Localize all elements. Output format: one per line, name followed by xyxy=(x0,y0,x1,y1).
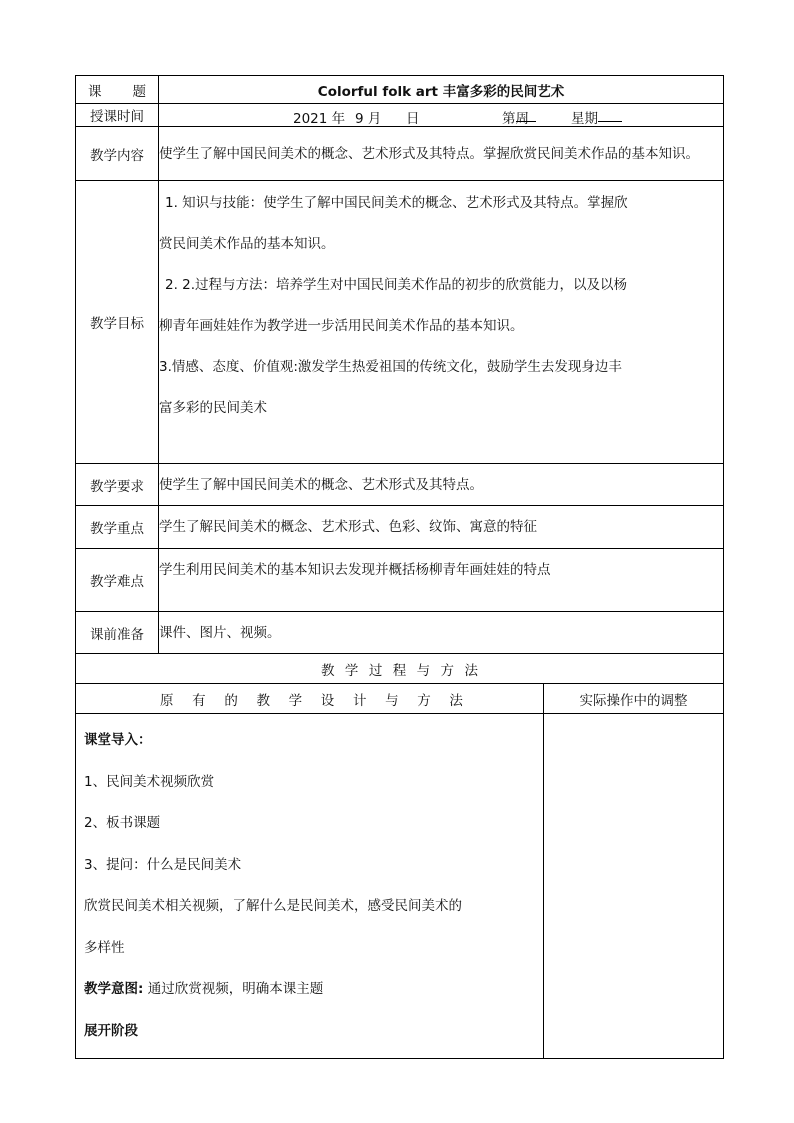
time-week: 第 周 xyxy=(502,107,529,127)
time-row xyxy=(76,104,724,127)
difficulty-row xyxy=(76,549,724,612)
time-day: 日 xyxy=(406,111,420,127)
preparation-label: 课前准备 xyxy=(76,612,159,654)
intro-desc-2: 多样性 xyxy=(84,939,125,956)
content-row xyxy=(76,127,724,181)
key-point-value: 学生了解民间美术的概念、艺术形式、色彩、纹饰、寓意的特征 xyxy=(159,506,724,549)
process-heading-row xyxy=(76,654,724,684)
difficulty-value: 学生利用民间美术的基本知识去发现并概括杨柳青年画娃娃的特点 xyxy=(159,549,724,612)
key-point-label: 教学重点 xyxy=(76,506,159,549)
requirement-value: 使学生了解中国民间美术的概念、艺术形式及其特点。 xyxy=(159,464,724,506)
intro-intent: 教学意图: 通过欣赏视频，明确本课主题 xyxy=(84,981,324,997)
topic-row xyxy=(76,76,724,104)
lesson-plan-table xyxy=(75,75,724,1059)
process-body-row xyxy=(76,714,724,1059)
goal-line-4: 柳青年画娃娃作为教学进一步活用民间美术作品的基本知识。 xyxy=(159,318,524,334)
process-heading: 教 学 过 程 与 方 法 xyxy=(76,654,724,684)
goal-line-5: 3.情感、态度、价值观:激发学生热爱祖国的传统文化，鼓励学生去发现身边丰 xyxy=(159,359,622,375)
time-weekday: 星期 xyxy=(571,107,598,127)
goals-value xyxy=(159,181,724,464)
intro-desc-1: 欣赏民间美术相关视频，了解什么是民间美术，感受民间美术的 xyxy=(84,898,462,914)
requirement-label: 教学要求 xyxy=(76,464,159,506)
goal-line-6: 富多彩的民间美术 xyxy=(159,400,267,416)
goal-line-1: 1. 知识与技能：使学生了解中国民间美术的概念、艺术形式及其特点。掌握欣 xyxy=(165,195,628,211)
content-value: 使学生了解中国民间美术的概念、艺术形式及其特点。掌握欣赏民间美术作品的基本知识。 xyxy=(159,127,724,181)
expand-title: 展开阶段 xyxy=(84,1022,138,1039)
topic-label: 课 题 xyxy=(76,76,159,104)
goals-row xyxy=(76,181,724,464)
content-label: 教学内容 xyxy=(76,127,159,181)
design-heading: 原 有 的 教 学 设 计 与 方 法 xyxy=(76,684,544,714)
time-label: 授课时间 xyxy=(76,104,159,127)
adjust-body xyxy=(544,714,724,1059)
intro-step-3: 3、提问：什么是民间美术 xyxy=(84,856,242,873)
preparation-row xyxy=(76,612,724,654)
time-value xyxy=(159,104,724,127)
process-body xyxy=(76,714,544,1059)
preparation-value: 课件、图片、视频。 xyxy=(159,612,724,654)
goal-line-2: 赏民间美术作品的基本知识。 xyxy=(159,236,335,252)
difficulty-label: 教学难点 xyxy=(76,549,159,612)
goal-line-3: 2. 2.过程与方法：培养学生对中国民间美术作品的初步的欣赏能力，以及以杨 xyxy=(165,277,628,293)
requirement-row xyxy=(76,464,724,506)
goals-label: 教学目标 xyxy=(76,181,159,464)
adjust-heading: 实际操作中的调整 xyxy=(544,684,724,714)
intro-step-1: 1、民间美术视频欣赏 xyxy=(84,773,215,790)
design-heading-row xyxy=(76,684,724,714)
topic-value: Colorful folk art 丰富多彩的民间艺术 xyxy=(159,76,724,104)
time-year: 2021 年 xyxy=(293,111,346,127)
intro-title: 课堂导入： xyxy=(84,732,152,748)
key-point-row xyxy=(76,506,724,549)
time-month: 9 月 xyxy=(355,111,382,127)
intro-step-2: 2、板书课题 xyxy=(84,815,161,831)
